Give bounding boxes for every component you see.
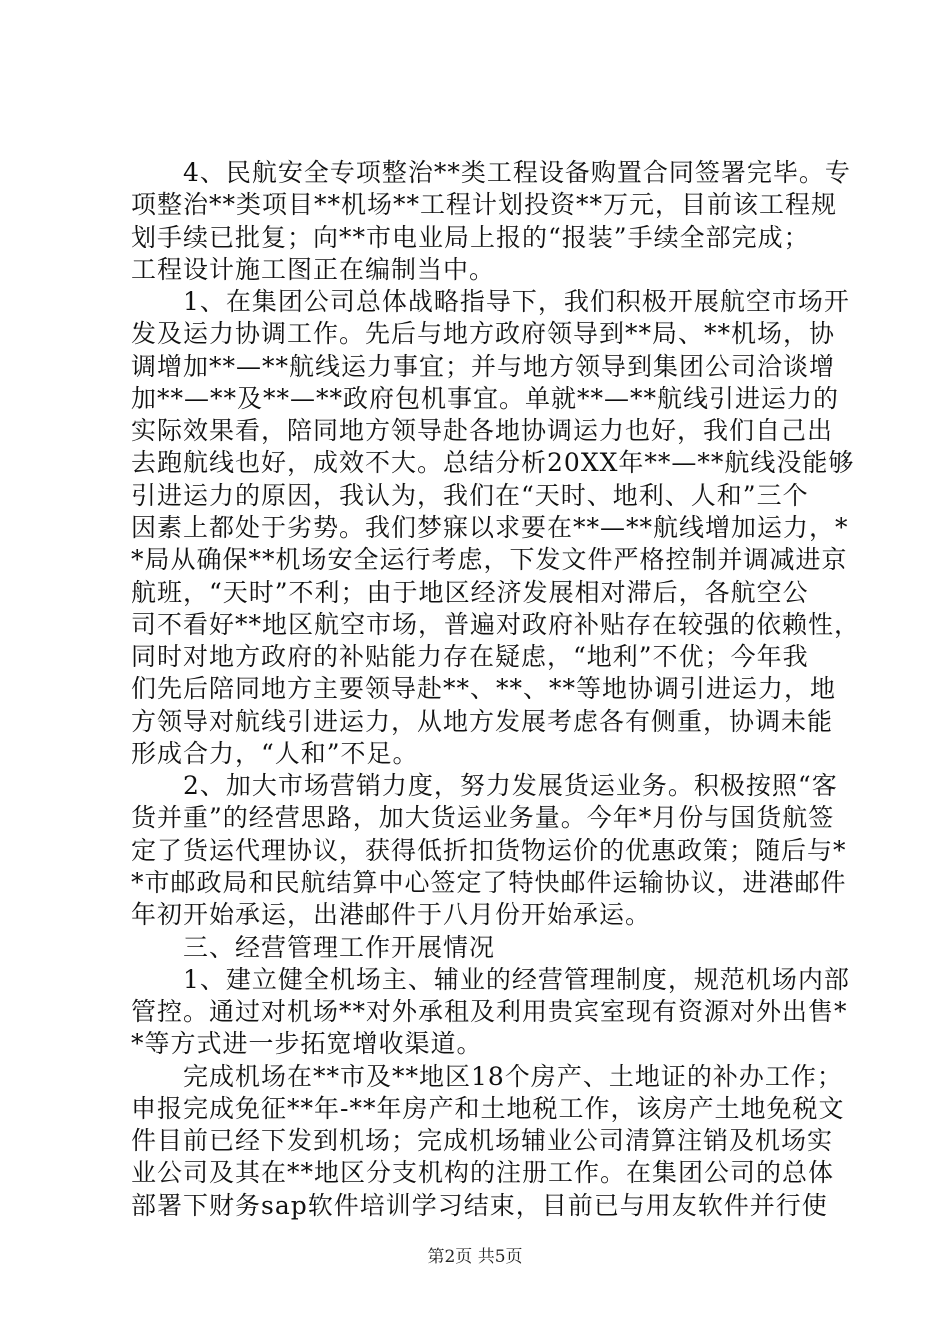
text-line: 引进运力的原因，我认为，我们在“天时、地利、人和”三个 [131,481,809,510]
page-number-footer: 第2页 共5页 [427,1247,523,1267]
text-line: 同时对地方政府的补贴能力存在疑虑，“地利”不优；今年我 [131,642,809,671]
text-line: 定了货运代理协议，获得低折扣货物运价的优惠政策；随后与* [131,836,847,865]
text-line: 工程设计施工图正在编制当中。 [131,255,496,284]
text-line: 1、建立健全机场主、辅业的经营管理制度，规范机场内部 [183,965,850,994]
text-line: *局从确保**机场安全运行考虑，下发文件严格控制并调减进京 [131,545,848,574]
text-line: 年初开始承运，出港邮件于八月份开始承运。 [131,900,652,929]
text-line: 因素上都处于劣势。我们梦寐以求要在**—**航线增加运力，* [131,513,849,542]
text-line: 项整治**类项目**机场**工程计划投资**万元，目前该工程规 [131,190,838,219]
text-line: 件目前已经下发到机场；完成机场辅业公司清算注销及机场实 [131,1126,834,1155]
text-line: 去跑航线也好，成效不大。总结分析20XX年**—**航线没能够 [131,448,855,477]
text-line: 业公司及其在**地区分支机构的注册工作。在集团公司的总体 [131,1158,835,1187]
text-line: 1、在集团公司总体战略指导下，我们积极开展航空市场开 [183,287,850,316]
text-line: 航班，“天时”不利；由于地区经济发展相对滞后，各航空公 [131,578,809,607]
text-line: 实际效果看，陪同地方领导赴各地协调运力也好，我们自己出 [131,416,834,445]
text-line: 方领导对航线引进运力，从地方发展考虑各有侧重，协调未能 [131,707,834,736]
text-line: 调增加**—**航线运力事宜；并与地方领导到集团公司洽谈增 [131,352,836,381]
text-line: 申报完成免征**年-**年房产和土地税工作，该房产土地免税文 [131,1094,845,1123]
text-line: 部署下财务sap软件培训学习结束，目前已与用友软件并行使 [131,1191,828,1220]
text-line: 发及运力协调工作。先后与地方政府领导到**局、**机场，协 [131,319,836,348]
text-line: 加**—**及**—**政府包机事宜。单就**—**航线引进运力的 [131,384,840,413]
text-line: 管控。通过对机场**对外承租及利用贵宾室现有资源对外出售* [131,997,848,1026]
text-line: *市邮政局和民航结算中心签定了特快邮件运输协议，进港邮件 [131,868,847,897]
text-line: 划手续已批复；向**市电业局上报的“报装”手续全部完成； [131,223,810,252]
text-line: 4、民航安全专项整治**类工程设备购置合同签署完毕。专 [183,158,851,187]
text-line: 完成机场在**市及**地区18个房产、土地证的补办工作； [183,1062,843,1091]
text-line: 司不看好**地区航空市场，普遍对政府补贴存在较强的依赖性， [131,610,861,639]
text-line: *等方式进一步拓宽增收渠道。 [131,1029,483,1058]
text-line: 2、加大市场营销力度，努力发展货运业务。积极按照“客 [183,771,838,800]
text-line: 们先后陪同地方主要领导赴**、**、**等地协调引进运力，地 [131,674,837,703]
text-line: 货并重”的经营思路，加大货运业务量。今年*月份与国货航签 [131,803,835,832]
section-heading: 三、经营管理工作开展情况 [183,933,496,962]
text-line: 形成合力，“人和”不足。 [131,739,419,768]
